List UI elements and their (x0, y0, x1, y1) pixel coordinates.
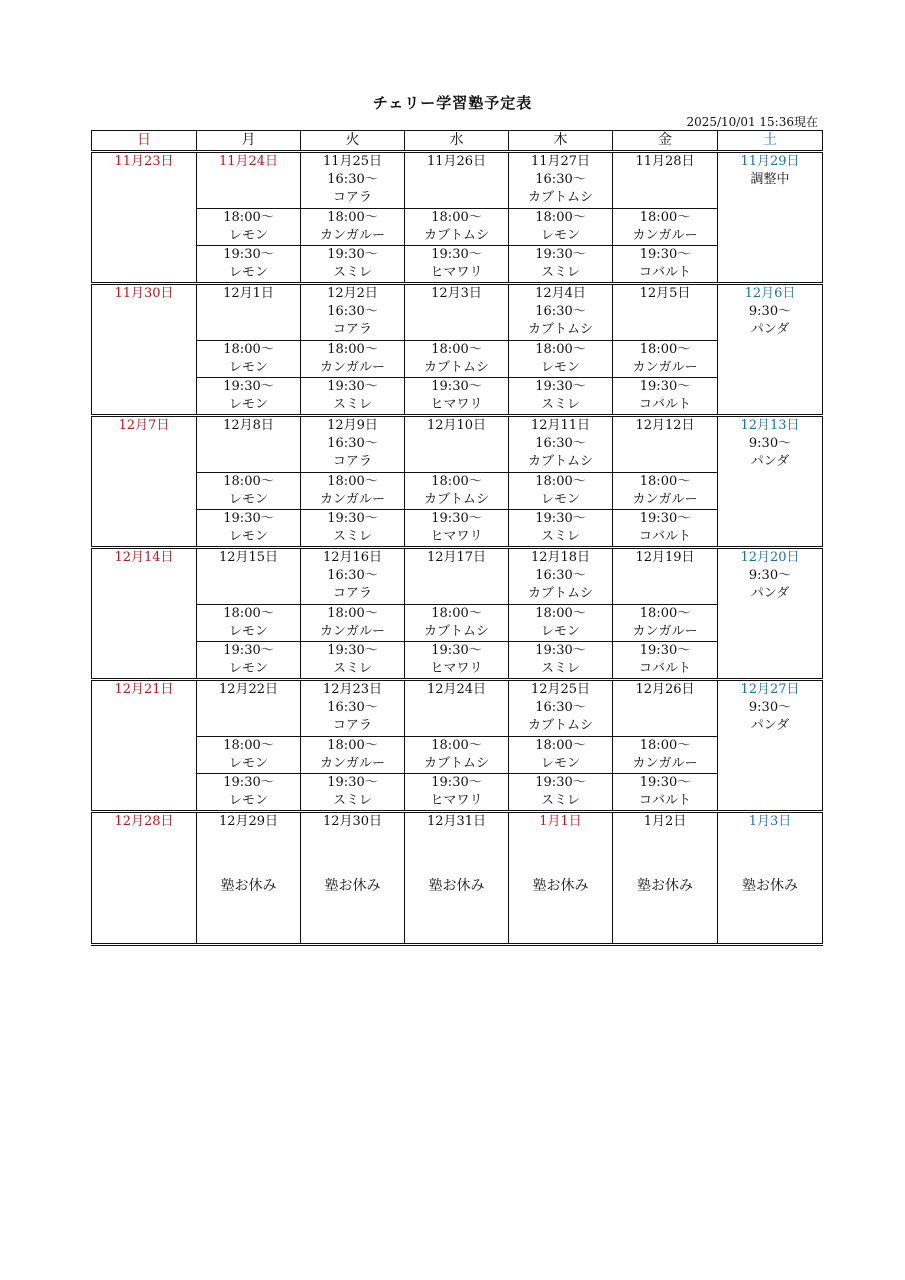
date-label: 12月11日 (530, 418, 591, 433)
class-label: レモン (228, 265, 268, 280)
time-label: 19:30〜 (223, 643, 274, 658)
date-label: 11月28日 (635, 154, 695, 169)
time-label: 19:30〜 (535, 379, 586, 394)
slot-cell (509, 605, 613, 642)
slot-cell (197, 605, 301, 642)
sunday-cell (92, 416, 197, 548)
weekday-sun: 日 (92, 131, 197, 152)
weekday-header-row (92, 131, 823, 152)
date-label: 11月24日 (218, 154, 279, 169)
time-label: 18:00〜 (223, 738, 274, 753)
date-label: 12月3日 (431, 286, 482, 301)
slot-cell (509, 378, 613, 416)
slot-cell (509, 642, 613, 680)
class-label: コアラ (332, 586, 372, 601)
class-label: コアラ (332, 322, 372, 337)
time-label: 19:30〜 (535, 247, 586, 262)
time-label: 18:00〜 (639, 342, 691, 357)
time-label: 19:30〜 (639, 247, 691, 262)
date-label: 12月13日 (740, 418, 800, 433)
time-label: 19:30〜 (431, 247, 482, 262)
class-label: レモン (540, 624, 580, 639)
holiday-day-cell (197, 812, 301, 945)
slot-cell (301, 341, 405, 378)
holiday-week-row (92, 812, 823, 945)
holiday-day-cell (301, 812, 405, 945)
class-label: レモン (228, 661, 268, 676)
slot-row-1800 (92, 737, 823, 774)
time-label: 16:30〜 (535, 304, 586, 319)
day-cell (197, 152, 301, 209)
slot-cell (405, 473, 509, 510)
date-label: 12月26日 (635, 682, 695, 697)
slot-cell (613, 473, 718, 510)
date-label: 12月9日 (327, 418, 378, 433)
class-label: レモン (540, 360, 580, 375)
sat-note: パンダ (750, 718, 790, 733)
day-cell (509, 548, 613, 605)
time-label: 16:30〜 (327, 568, 378, 583)
time-label: 19:30〜 (431, 511, 482, 526)
day-cell (405, 284, 509, 341)
slot-cell (197, 378, 301, 416)
saturday-cell (718, 152, 823, 284)
sunday-cell (92, 152, 197, 284)
slot-cell (301, 737, 405, 774)
slot-cell (405, 209, 509, 246)
date-label: 12月28日 (114, 814, 174, 829)
class-label: コアラ (332, 454, 372, 469)
slot-cell (405, 642, 509, 680)
slot-cell (301, 605, 405, 642)
slot-cell (509, 341, 613, 378)
week-row (92, 416, 823, 473)
day-cell (509, 416, 613, 473)
sat-note: 調整中 (750, 172, 790, 187)
slot-row-1930 (92, 378, 823, 416)
slot-cell (509, 774, 613, 812)
date-label: 12月5日 (639, 286, 691, 301)
day-cell (613, 680, 718, 737)
class-label: コアラ (332, 190, 372, 205)
class-label: スミレ (540, 529, 580, 544)
slot-cell (197, 209, 301, 246)
time-label: 19:30〜 (639, 775, 691, 790)
slot-cell (405, 246, 509, 284)
day-cell (509, 152, 613, 209)
date-label: 12月7日 (118, 418, 170, 433)
time-label: 19:30〜 (327, 379, 378, 394)
sunday-cell (92, 284, 197, 416)
time-label: 16:30〜 (535, 568, 586, 583)
slot-cell (301, 378, 405, 416)
time-label: 19:30〜 (327, 775, 378, 790)
class-label: ヒマワリ (430, 265, 483, 280)
time-label: 18:00〜 (535, 606, 586, 621)
class-label: コバルト (638, 793, 691, 808)
date-label: 11月23日 (114, 154, 174, 169)
week-row (92, 548, 823, 605)
time-label: 19:30〜 (431, 643, 482, 658)
slot-cell (405, 737, 509, 774)
date-label: 12月15日 (218, 550, 279, 565)
slot-cell (613, 341, 718, 378)
schedule-table (91, 130, 823, 946)
slot-cell (509, 473, 613, 510)
class-label: スミレ (332, 265, 372, 280)
time-label: 18:00〜 (535, 342, 586, 357)
time-label: 18:00〜 (431, 342, 482, 357)
sunday-cell (92, 548, 197, 680)
class-label: スミレ (540, 661, 580, 676)
class-label: レモン (540, 756, 580, 771)
closed-note: 塾お休み (428, 878, 485, 894)
class-label: レモン (228, 492, 268, 507)
time-label: 18:00〜 (327, 342, 378, 357)
slot-row-1800 (92, 473, 823, 510)
time-label: 18:00〜 (223, 210, 274, 225)
saturday-cell (718, 284, 823, 416)
class-label: カンガルー (632, 228, 698, 243)
time-label: 16:30〜 (327, 304, 378, 319)
time-label: 19:30〜 (431, 775, 482, 790)
class-label: ヒマワリ (430, 793, 483, 808)
time-label: 18:00〜 (431, 606, 482, 621)
day-cell (405, 416, 509, 473)
date-label: 12月12日 (635, 418, 695, 433)
date-label: 11月26日 (426, 154, 487, 169)
class-label: ヒマワリ (430, 529, 483, 544)
class-label: カブトムシ (527, 454, 593, 469)
slot-cell (197, 642, 301, 680)
class-label: レモン (228, 529, 268, 544)
week-row (92, 284, 823, 341)
week-row (92, 152, 823, 209)
sat-note: パンダ (750, 586, 790, 601)
day-cell (301, 152, 405, 209)
weekday-tue: 火 (301, 131, 405, 152)
closed-note: 塾お休み (742, 878, 798, 894)
day-cell (613, 416, 718, 473)
date-label: 12月23日 (322, 682, 383, 697)
slot-cell (405, 341, 509, 378)
slot-row-1800 (92, 605, 823, 642)
day-cell (405, 680, 509, 737)
class-label: カンガルー (319, 624, 385, 639)
slot-cell (301, 209, 405, 246)
time-label: 18:00〜 (223, 606, 274, 621)
sat-note: 9:30〜 (748, 304, 792, 319)
class-label: カンガルー (632, 492, 698, 507)
time-label: 19:30〜 (327, 643, 378, 658)
day-cell (197, 680, 301, 737)
class-label: スミレ (332, 793, 372, 808)
class-label: レモン (540, 228, 580, 243)
slot-cell (613, 737, 718, 774)
class-label: コバルト (638, 661, 691, 676)
day-cell (301, 416, 405, 473)
time-label: 18:00〜 (431, 474, 482, 489)
day-cell (301, 548, 405, 605)
time-label: 16:30〜 (535, 700, 586, 715)
class-label: カンガルー (319, 360, 385, 375)
time-label: 18:00〜 (431, 738, 482, 753)
class-label: カンガルー (319, 228, 385, 243)
time-label: 19:30〜 (535, 643, 586, 658)
date-label: 12月20日 (740, 550, 800, 565)
slot-cell (301, 642, 405, 680)
slot-cell (301, 510, 405, 548)
sat-note: 9:30〜 (748, 568, 792, 583)
class-label: レモン (228, 397, 268, 412)
class-label: カンガルー (632, 756, 698, 771)
slot-cell (197, 510, 301, 548)
slot-cell (613, 378, 718, 416)
weekday-mon: 月 (197, 131, 301, 152)
slot-cell (405, 378, 509, 416)
date-label: 1月1日 (539, 814, 582, 829)
date-label: 12月14日 (114, 550, 174, 565)
date-label: 12月19日 (635, 550, 695, 565)
date-label: 1月3日 (748, 814, 792, 829)
slot-cell (613, 510, 718, 548)
class-label: レモン (228, 228, 268, 243)
time-label: 19:30〜 (535, 511, 586, 526)
week-row (92, 680, 823, 737)
slot-cell (197, 341, 301, 378)
holiday-day-cell (613, 812, 718, 945)
holiday-day-cell (718, 812, 823, 945)
date-label: 12月27日 (740, 682, 800, 697)
date-label: 12月4日 (535, 286, 586, 301)
time-label: 18:00〜 (639, 738, 691, 753)
saturday-cell (718, 680, 823, 812)
slot-cell (301, 473, 405, 510)
class-label: カンガルー (319, 492, 385, 507)
slot-cell (301, 246, 405, 284)
day-cell (509, 284, 613, 341)
time-label: 18:00〜 (327, 210, 378, 225)
time-label: 16:30〜 (327, 700, 378, 715)
day-cell (613, 284, 718, 341)
time-label: 19:30〜 (327, 247, 378, 262)
time-label: 19:30〜 (639, 379, 691, 394)
slot-cell (197, 774, 301, 812)
date-label: 12月18日 (530, 550, 591, 565)
class-label: カンガルー (632, 624, 698, 639)
class-label: カブトムシ (527, 190, 593, 205)
time-label: 16:30〜 (327, 172, 378, 187)
class-label: カンガルー (319, 756, 385, 771)
time-label: 18:00〜 (223, 342, 274, 357)
slot-cell (405, 605, 509, 642)
sat-note: パンダ (750, 454, 790, 469)
date-label: 11月25日 (322, 154, 383, 169)
time-label: 19:30〜 (639, 511, 691, 526)
class-label: スミレ (332, 661, 372, 676)
day-cell (301, 284, 405, 341)
class-label: カブトムシ (423, 624, 489, 639)
updated-timestamp: 2025/10/01 15:36現在 (686, 115, 818, 129)
date-label: 12月1日 (223, 286, 274, 301)
time-label: 18:00〜 (639, 474, 691, 489)
class-label: スミレ (540, 793, 580, 808)
time-label: 19:30〜 (327, 511, 378, 526)
class-label: スミレ (332, 529, 372, 544)
class-label: カブトムシ (527, 322, 593, 337)
class-label: コアラ (332, 718, 372, 733)
slot-cell (613, 642, 718, 680)
time-label: 16:30〜 (327, 436, 378, 451)
sunday-cell (92, 680, 197, 812)
time-label: 18:00〜 (327, 738, 378, 753)
date-label: 12月31日 (426, 814, 487, 829)
class-label: レモン (228, 360, 268, 375)
slot-row-1930 (92, 510, 823, 548)
time-label: 19:30〜 (223, 775, 274, 790)
time-label: 19:30〜 (223, 511, 274, 526)
slot-cell (197, 473, 301, 510)
day-cell (197, 284, 301, 341)
slot-cell (509, 737, 613, 774)
slot-row-1930 (92, 246, 823, 284)
date-label: 12月29日 (218, 814, 279, 829)
slot-cell (613, 774, 718, 812)
slot-cell (509, 510, 613, 548)
closed-note: 塾お休み (324, 878, 381, 894)
class-label: スミレ (540, 397, 580, 412)
class-label: コバルト (638, 265, 691, 280)
date-label: 12月22日 (218, 682, 279, 697)
day-cell (405, 548, 509, 605)
slot-row-1930 (92, 774, 823, 812)
time-label: 19:30〜 (223, 379, 274, 394)
time-label: 18:00〜 (535, 738, 586, 753)
class-label: カブトムシ (423, 756, 489, 771)
holiday-day-cell (92, 812, 197, 945)
day-cell (405, 152, 509, 209)
holiday-day-cell (509, 812, 613, 945)
time-label: 18:00〜 (327, 474, 378, 489)
sat-note: 9:30〜 (748, 436, 792, 451)
class-label: スミレ (332, 397, 372, 412)
time-label: 18:00〜 (639, 210, 691, 225)
slot-cell (509, 209, 613, 246)
weekday-fri: 金 (613, 131, 718, 152)
day-cell (197, 416, 301, 473)
slot-cell (405, 510, 509, 548)
date-label: 11月27日 (530, 154, 591, 169)
time-label: 18:00〜 (639, 606, 691, 621)
time-label: 18:00〜 (327, 606, 378, 621)
date-label: 1月2日 (643, 814, 687, 829)
class-label: レモン (228, 793, 268, 808)
class-label: カンガルー (632, 360, 698, 375)
time-label: 16:30〜 (535, 436, 586, 451)
holiday-day-cell (405, 812, 509, 945)
class-label: カブトムシ (423, 492, 489, 507)
time-label: 18:00〜 (535, 210, 586, 225)
weekday-thu: 木 (509, 131, 613, 152)
time-label: 19:30〜 (639, 643, 691, 658)
time-label: 19:30〜 (223, 247, 274, 262)
class-label: レモン (540, 492, 580, 507)
day-cell (197, 548, 301, 605)
class-label: コバルト (638, 397, 691, 412)
date-label: 12月10日 (426, 418, 487, 433)
slot-cell (613, 209, 718, 246)
slot-cell (197, 246, 301, 284)
date-label: 11月29日 (740, 154, 800, 169)
date-label: 12月17日 (426, 550, 487, 565)
day-cell (509, 680, 613, 737)
slot-cell (509, 246, 613, 284)
class-label: スミレ (540, 265, 580, 280)
saturday-cell (718, 548, 823, 680)
weekday-sat: 土 (718, 131, 823, 152)
day-cell (613, 152, 718, 209)
time-label: 16:30〜 (535, 172, 586, 187)
sat-note: パンダ (750, 322, 790, 337)
slot-row-1800 (92, 341, 823, 378)
class-label: ヒマワリ (430, 397, 483, 412)
slot-cell (613, 605, 718, 642)
date-label: 12月16日 (322, 550, 383, 565)
sat-note: 9:30〜 (748, 700, 792, 715)
date-label: 11月30日 (114, 286, 174, 301)
day-cell (301, 680, 405, 737)
closed-note: 塾お休み (220, 878, 277, 894)
time-label: 18:00〜 (535, 474, 586, 489)
slot-row-1800 (92, 209, 823, 246)
closed-note: 塾お休み (637, 878, 693, 894)
slot-cell (197, 737, 301, 774)
class-label: ヒマワリ (430, 661, 483, 676)
day-cell (613, 548, 718, 605)
class-label: カブトムシ (527, 586, 593, 601)
time-label: 19:30〜 (431, 379, 482, 394)
class-label: レモン (228, 624, 268, 639)
date-label: 12月30日 (322, 814, 383, 829)
time-label: 18:00〜 (431, 210, 482, 225)
page-title: チェリー学習塾予定表 (372, 94, 533, 112)
class-label: カブトムシ (423, 360, 489, 375)
date-label: 12月21日 (114, 682, 174, 697)
date-label: 12月25日 (530, 682, 591, 697)
class-label: カブトムシ (423, 228, 489, 243)
slot-cell (405, 774, 509, 812)
slot-cell (613, 246, 718, 284)
saturday-cell (718, 416, 823, 548)
time-label: 19:30〜 (535, 775, 586, 790)
time-label: 18:00〜 (223, 474, 274, 489)
closed-note: 塾お休み (532, 878, 589, 894)
slot-row-1930 (92, 642, 823, 680)
class-label: コバルト (638, 529, 691, 544)
class-label: レモン (228, 756, 268, 771)
slot-cell (301, 774, 405, 812)
date-label: 12月6日 (744, 286, 796, 301)
class-label: カブトムシ (527, 718, 593, 733)
weekday-wed: 水 (405, 131, 509, 152)
date-label: 12月8日 (223, 418, 274, 433)
date-label: 12月24日 (426, 682, 487, 697)
date-label: 12月2日 (327, 286, 378, 301)
